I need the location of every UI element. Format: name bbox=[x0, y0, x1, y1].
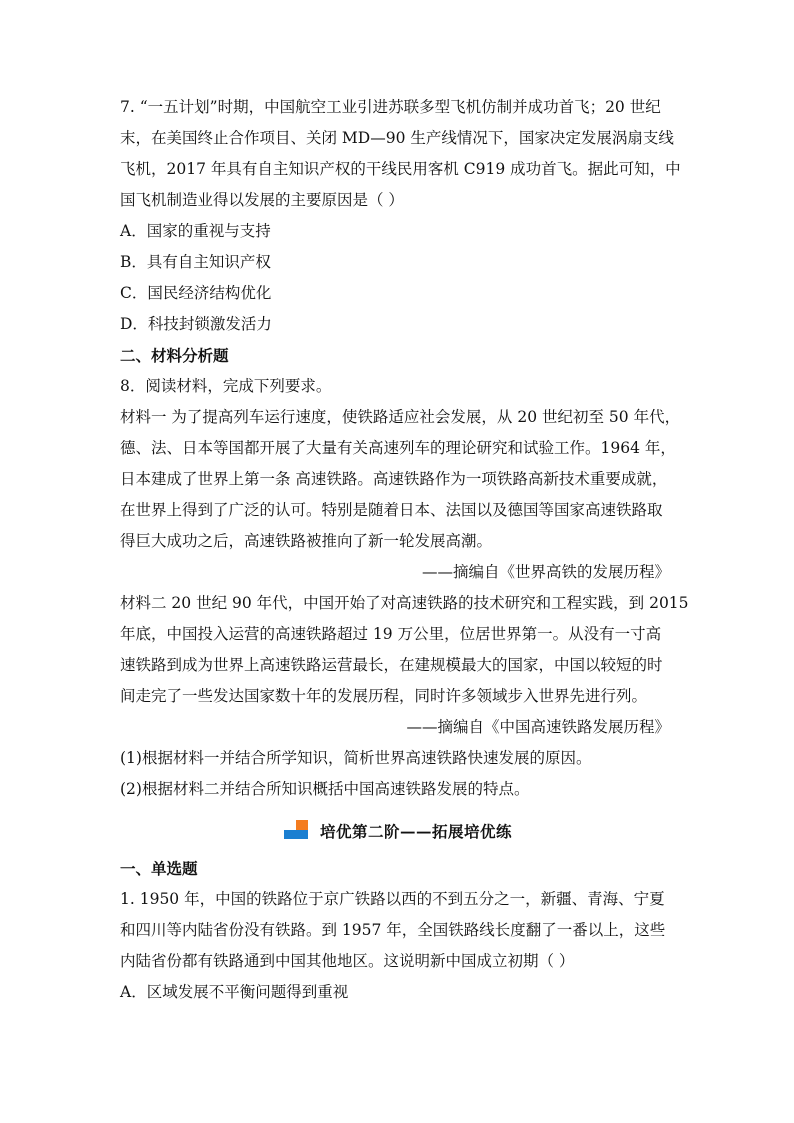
question-7-line-3: 飞机，2017 年具有自主知识产权的干线民用客机 C919 成功首飞。据此可知，中 bbox=[120, 160, 681, 178]
material-2-source: ——摘编自《中国高速铁路发展历程》 bbox=[406, 718, 670, 736]
question-1-line-2: 和四川等内陆省份没有铁路。到 1957 年，全国铁路线长度翻了一番以上，这些 bbox=[120, 921, 666, 939]
question-1-line-3: 内陆省份都有铁路通到中国其他地区。这说明新中国成立初期（ ） bbox=[120, 952, 575, 970]
question-7-option-c: C．国民经济结构优化 bbox=[120, 284, 272, 302]
question-8-sub-1: (1)根据材料一并结合所学知识，简析世界高速铁路快速发展的原因。 bbox=[120, 749, 592, 767]
stacked-squares-icon bbox=[284, 818, 312, 844]
question-7-option-a: A．国家的重视与支持 bbox=[120, 222, 271, 240]
question-7-line-2: 末，在美国终止合作项目、关闭 MD—90 生产线情况下，国家决定发展涡扇支线 bbox=[120, 129, 674, 147]
section-heading-single-choice: 一、单选题 bbox=[120, 859, 198, 878]
question-7-line-1: 7. “一五计划”时期，中国航空工业引进苏联多型飞机仿制并成功首飞；20 世纪 bbox=[120, 98, 661, 116]
section-heading-material-analysis: 二、材料分析题 bbox=[120, 346, 229, 365]
question-7-line-4: 国飞机制造业得以发展的主要原因是（ ） bbox=[120, 191, 404, 209]
material-2-line-1: 材料二 20 世纪 90 年代，中国开始了对高速铁路的技术研究和工程实践，到 2015 bbox=[120, 594, 689, 612]
question-8 bbox=[120, 371, 689, 805]
material-2-line-2: 年底，中国投入运营的高速铁路超过 19 万公里，位居世界第一。从没有一寸高 bbox=[120, 625, 662, 643]
section-banner bbox=[120, 809, 676, 853]
material-2-line-3: 速铁路到成为世界上高速铁路运营最长，在建规模最大的国家，中国以较短的时 bbox=[120, 656, 663, 674]
question-8-sub-2: (2)根据材料二并结合所知识概括中国高速铁路发展的特点。 bbox=[120, 780, 530, 798]
document-page bbox=[120, 92, 689, 1008]
question-7 bbox=[120, 92, 681, 340]
question-8-stem: 8．阅读材料，完成下列要求。 bbox=[120, 377, 332, 395]
material-1-source: ——摘编自《世界高铁的发展历程》 bbox=[421, 563, 670, 581]
material-2-line-4: 间走完了一些发达国家数十年的发展历程，同时许多领域步入世界先进行列。 bbox=[120, 687, 648, 705]
material-1-line-3: 日本建成了世界上第一条 高速铁路。高速铁路作为一项铁路高新技术重要成就， bbox=[120, 470, 668, 488]
question-7-option-b: B．具有自主知识产权 bbox=[120, 253, 271, 271]
material-1-line-1: 材料一 为了提高列车运行速度，使铁路适应社会发展，从 20 世纪初至 50 年代， bbox=[120, 408, 681, 426]
question-1-option-a: A．区域发展不平衡问题得到重视 bbox=[120, 983, 349, 1001]
banner-title: 培优第二阶——拓展培优练 bbox=[319, 822, 512, 841]
question-7-option-d: D．科技封锁激发活力 bbox=[120, 315, 272, 333]
material-1-line-4: 在世界上得到了广泛的认可。特别是随着日本、法国以及德国等国家高速铁路取 bbox=[120, 501, 663, 519]
question-1-line-1: 1. 1950 年，中国的铁路位于京广铁路以西的不到五分之一，新疆、青海、宁夏 bbox=[120, 890, 665, 908]
question-1 bbox=[120, 884, 676, 1008]
material-1-line-5: 得巨大成功之后，高速铁路被推向了新一轮发展高潮。 bbox=[120, 532, 493, 550]
material-1-line-2: 德、法、日本等国都开展了大量有关高速列车的理论研究和试验工作。1964 年， bbox=[120, 439, 676, 457]
